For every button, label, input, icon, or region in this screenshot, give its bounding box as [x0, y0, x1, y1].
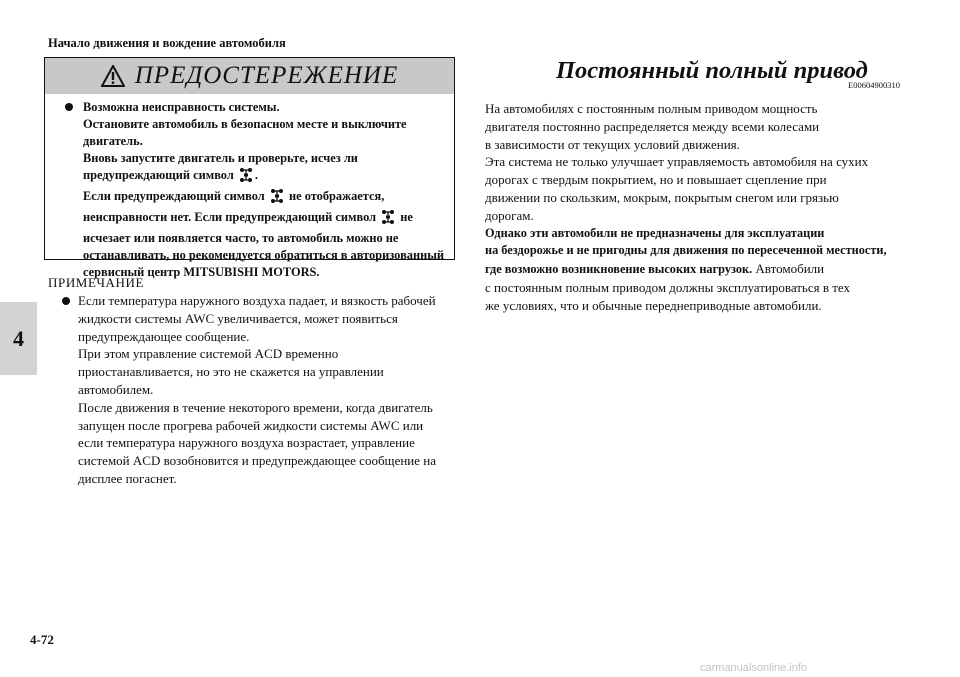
- warning-text: предупреждающий символ: [83, 168, 234, 182]
- warning-line: останавливать, но рекомендуется обратиться в авторизованный: [83, 248, 445, 262]
- section-line: дорогам.: [485, 207, 534, 223]
- section-line: двигателя постоянно распределяется между всеми колесами: [485, 118, 820, 134]
- section-line-bold: на бездорожье и не пригодны для движения по пересеченной местности,: [485, 243, 887, 258]
- warning-text: не: [400, 210, 413, 224]
- section-line-bold: Однако эти автомобили не предназначены для эксплуатации: [485, 225, 825, 240]
- drivetrain-warning-icon: [381, 209, 395, 230]
- warning-line: исчезает или появляется часто, то автомобиль можно не: [83, 231, 399, 245]
- warning-line: Остановите автомобиль в безопасном месте и выключите: [83, 117, 407, 131]
- bullet-icon: [62, 297, 70, 305]
- warning-text: не отображается,: [288, 189, 385, 203]
- warning-text: Если предупреждающий символ: [83, 189, 265, 203]
- warning-line: двигатель.: [83, 134, 143, 148]
- section-line: [485, 260, 925, 279]
- note-line: жидкости системы AWC увеличивается, может появиться: [78, 310, 398, 326]
- drivetrain-warning-icon: [239, 167, 253, 188]
- warning-line: Возможна неисправность системы.: [83, 100, 280, 114]
- warning-triangle-icon: [101, 65, 125, 87]
- section-title: Постоянный полный привод: [556, 57, 868, 84]
- note-body: [78, 292, 468, 488]
- page-number: 4-72: [30, 632, 54, 647]
- note-line: Если температура наружного воздуха падает, и вязкость рабочей: [78, 293, 436, 308]
- section-text: Автомобили: [752, 261, 825, 277]
- warning-text: .: [254, 168, 258, 182]
- drivetrain-warning-icon: [270, 188, 284, 209]
- note-line: При этом управление системой ACD временно: [78, 346, 339, 362]
- warning-line: [83, 188, 444, 209]
- section-line: же условиях, что и обычные переднеприводные автомобили.: [485, 297, 822, 313]
- section-line: движении по скользким, мокрым, покрытым снегом или грязью: [485, 189, 839, 205]
- note-line: дисплее погаснет.: [78, 470, 177, 486]
- watermark: carmanualsonline.info: [700, 662, 808, 674]
- warning-text: неисправности нет. Если предупреждающий символ: [83, 210, 377, 224]
- note-line: системой ACD возобновится и предупреждающее сообщение на: [78, 453, 437, 469]
- bullet-icon: [65, 103, 73, 111]
- section-line: в зависимости от текущих условий движения.: [485, 136, 740, 152]
- note-label: ПРИМЕЧАНИЕ: [48, 275, 145, 290]
- warning-body: [45, 94, 454, 281]
- section-line: На автомобилях с постоянным полным приводом мощность: [485, 101, 818, 116]
- chapter-tab: [0, 302, 37, 375]
- warning-line: Вновь запустите двигатель и проверьте, исчез ли: [83, 151, 358, 165]
- warning-title: ПРЕДОСТЕРЕЖЕНИЕ: [134, 62, 399, 89]
- warning-line: [83, 167, 444, 188]
- note-line: предупреждающее сообщение.: [78, 328, 250, 344]
- page-header: Начало движения и вождение автомобиля: [48, 36, 286, 50]
- note-line: запущен после прогрева рабочей жидкости системы AWC или: [78, 417, 424, 433]
- note-line: автомобилем.: [78, 381, 154, 397]
- section-body: [485, 100, 925, 315]
- note-line: приостанавливается, но это не скажется на управлении: [78, 364, 384, 380]
- section-line: дорогах с твердым покрытием, но и повышает сцепление при: [485, 172, 827, 188]
- section-text-bold: где возможно возникновение высоких нагрузок.: [485, 262, 753, 277]
- note-line: После движения в течение некоторого времени, когда двигатель: [78, 399, 433, 415]
- warning-box: [44, 57, 455, 279]
- section-line: с постоянным полным приводом должны эксплуатироваться в тех: [485, 279, 851, 295]
- warning-line: [83, 209, 444, 230]
- section-code: E00604900310: [848, 80, 900, 90]
- warning-line: сервисный центр MITSUBISHI MOTORS.: [83, 265, 320, 279]
- chapter-number: 4: [13, 325, 24, 351]
- warning-header: [45, 58, 454, 94]
- note-line: если температура наружного воздуха возрастает, управление: [78, 435, 415, 451]
- section-line: Эта система не только улучшает управляемость автомобиля на сухих: [485, 154, 869, 170]
